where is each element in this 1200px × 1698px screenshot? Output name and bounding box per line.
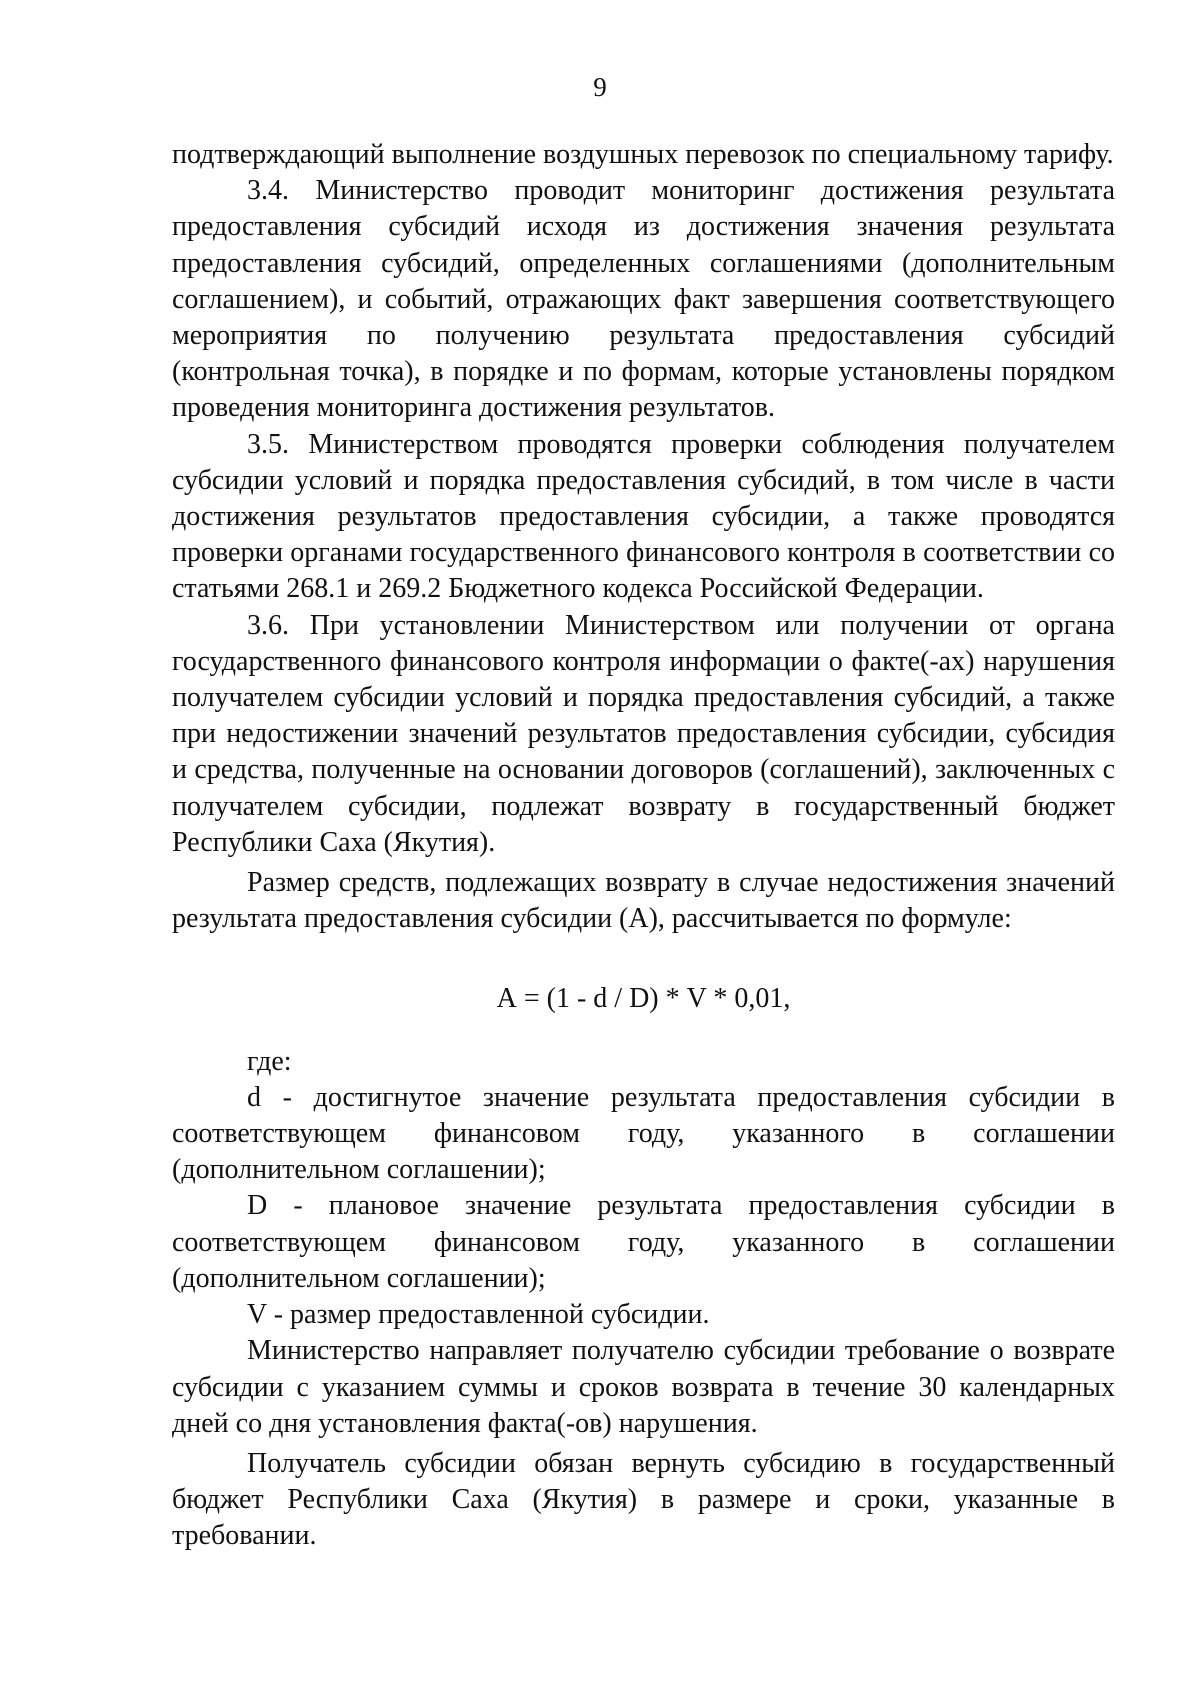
paragraph-3-5: 3.5. Министерством проводятся проверки соблюдения получателем субсидии условий и порядка предоставления субсидий, в том числе в части достижения результатов предоставления субсидии, а также проводятся проверки органами государственного финансового контроля в соответствии со статьями 268.1 и 269.2 Бюджетного кодекса Российской Федерации.	[172, 428, 1115, 605]
paragraph-continuation: подтверждающий выполнение воздушных перевозок по специальному тарифу.	[172, 139, 1114, 170]
paragraph-3-6: 3.6. При установлении Министерством или получении от органа государственного финансового контроля информации о факте(-ах) нарушения получателем субсидии условий и порядка предоставления субсидий, а также при недостижении значений результатов предоставления субсидии, субсидия и средства, полученные на основании договоров (соглашений), заключенных с получателем субсидии, подлежат возврату в государственный бюджет Республики Саха (Якутия).	[172, 609, 1115, 858]
document-body	[172, 137, 1115, 1555]
paragraph-refund-requirement: Министерство направляет получателю субсидии требование о возврате субсидии с указанием суммы и сроков возврата в течение 30 календарных дней со дня установления факта(-ов) нарушения.	[172, 1335, 1115, 1439]
paragraph-refund-amount: Размер средств, подлежащих возврату в случае недостижения значений результата предоставления субсидии (А), рассчитывается по формуле:	[172, 867, 1115, 935]
refund-formula: А = (1 - d / D) * V * 0,01,	[496, 983, 791, 1015]
paragraph-where: где:	[247, 1045, 292, 1077]
page-number: 9	[593, 72, 607, 102]
definition-v: V - размер предоставленной субсидии.	[247, 1299, 710, 1331]
paragraph-3-4: 3.4. Министерство проводит мониторинг достижения результата предоставления субсидий исходя из достижения значения результата предоставления субсидий, определенных соглашениями (дополнительным соглашением), и событий, отражающих факт завершения соответствующего мероприятия по получению результата предоставления субсидий (контрольная точка), в порядке и по формам, которые установлены порядком проведения мониторинга достижения результатов.	[172, 175, 1115, 424]
definition-d: d - достигнутое значение результата предоставления субсидии в соответствующем финансовом году, указанного в соглашении (дополнительном соглашении);	[172, 1081, 1115, 1186]
paragraph-refund-obligation: Получатель субсидии обязан вернуть субсидию в государственный бюджет Республики Саха (Якутия) в размере и сроки, указанные в требовании.	[172, 1447, 1115, 1552]
definition-big-d: D - плановое значение результата предоставления субсидии в соответствующем финансовом году, указанного в соглашении (дополнительном соглашении);	[172, 1190, 1115, 1294]
